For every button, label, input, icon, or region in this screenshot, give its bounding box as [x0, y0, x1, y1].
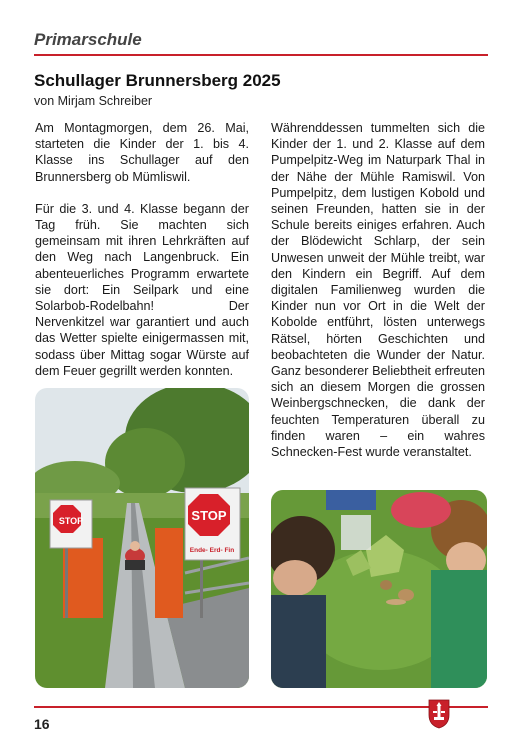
article-title: Schullager Brunnersberg 2025: [34, 71, 281, 90]
paragraph: Währenddessen tummelten sich die Kinder der 1. und 2. Klasse auf dem Pumpelpitz-Weg im Naturpark Thal in der Nähe der Mühle Ramiswil. Von Pumpelpitz, dem lustigen Kobold und seinen Freunden, hatten sie in der Schule bereits einiges erfahren. Auch der Blödewicht Schlarp, der sein Unwesen unweit der Mühle treibt, war den Kindern ein Begriff. Auf dem digitalen Familienweg wurden die Kinder nun vor Ort in die Welt der Kobolde entführt, lösten unterwegs Rätsel, hörten Geschichten und beobachteten die Wunder der Natur. Ganz besonderer Beliebtheit erfreuten sich an diesem Morgen die grossen Weinbergschnecken, die dank der feuchten Temperaturen überall zu finden waren – ein wahres Schnecken-Fest wurde veranstaltet.: [271, 121, 485, 460]
section-divider-top: [34, 54, 488, 56]
text-column-left: [35, 120, 249, 395]
stop-sign-text: STOP: [58, 516, 84, 526]
photo-bobsled-track: [35, 388, 249, 688]
photo-children-snails: [271, 490, 487, 688]
text-column-right: [271, 120, 485, 476]
page-number: 16: [34, 716, 50, 732]
paragraph: Für die 3. und 4. Klasse begann der Tag früh. Sie machten sich gemeinsam mit ihren Lehrkräften auf den Weg nach Langenbruck. Ein abenteuerliches Programm erwartete sie dort: Ein Seilpark und eine Solarbob-Rodelbahn! Der Nervenkitzel war garantiert und auch das Wetter spielte einigermassen mit, sodass über Mittag sogar Würste auf dem Feuer gegrillt werden konnten.: [35, 201, 249, 378]
stop-sign-text: STOP: [191, 508, 227, 523]
municipality-crest-icon: [428, 699, 450, 729]
article-byline: von Mirjam Schreiber: [34, 94, 153, 108]
section-title: Primarschule: [34, 30, 142, 49]
footer-divider: [34, 706, 488, 708]
paragraph: Am Montagmorgen, dem 26. Mai, starteten die Kinder der 1. bis 4. Klasse ins Schullager auf den Brunnersberg ob Mümliswil.: [35, 121, 249, 184]
sign-caption: Ende- Erd- Fin: [189, 547, 235, 554]
